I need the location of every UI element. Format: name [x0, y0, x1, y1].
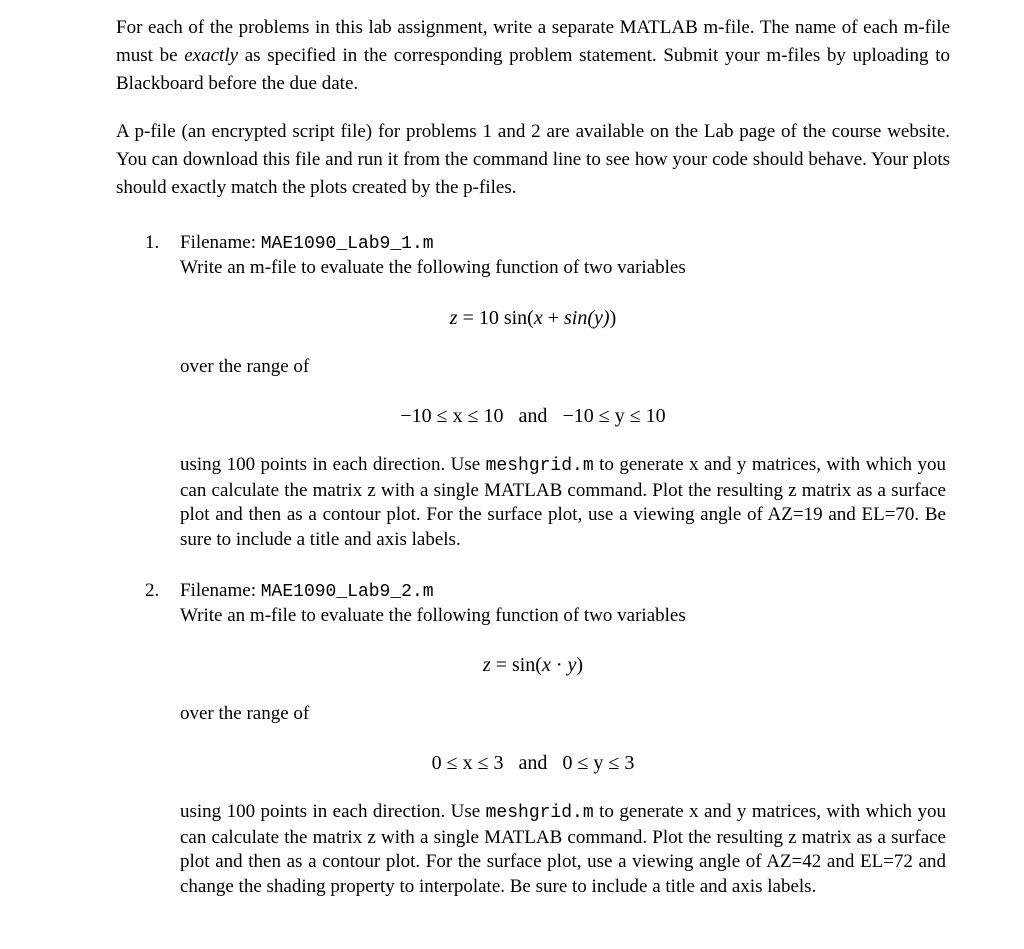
problem-2-equation: z = sin(x · y) — [482, 654, 584, 676]
problem-2-instructions: using 100 points in each direction. Use meshgrid.m to generate x and y matrices, with which you can calculate the matrix z with a single MATLAB command. Plot the resulting z matrix as a surface plot and then as a contour plot. For the surface plot, use a viewing angle of AZ=42 and EL=72 and change the shading property to interpolate. Be sure to include a title and axis labels. — [180, 801, 946, 897]
problem-1-range-label: over the range of — [180, 356, 310, 377]
intro-paragraph-1 — [116, 14, 950, 98]
problem-2-filename: MAE1090_Lab9_2.m — [260, 582, 434, 602]
problem-1-filename: MAE1090_Lab9_1.m — [260, 234, 434, 254]
intro-text-part1: For each of the problems in this lab assignment, write a separate MATLAB m-file. The name of each m-file must be — [116, 17, 950, 66]
intro-emphasis: exactly — [184, 45, 239, 66]
filename-label: Filename: — [180, 232, 261, 253]
problem-2-range-label: over the range of — [180, 703, 310, 724]
problem-1-number: 1. — [145, 232, 160, 253]
problem-2-task: Write an m-file to evaluate the following function of two variables — [180, 605, 686, 626]
meshgrid-code: meshgrid.m — [485, 803, 594, 823]
problem-1-task: Write an m-file to evaluate the following function of two variables — [180, 257, 686, 278]
problem-2-filename-line — [180, 578, 434, 605]
intro-text-part2: as specified in the corresponding problem statement. Submit your m-files by uploading to Blackboard before the due date. — [116, 45, 950, 94]
intro-paragraph-2: A p-file (an encrypted script file) for problems 1 and 2 are available on the Lab page of the course website. You can download this file and run it from the command line to see how your code should behave. Your plots should exactly match the plots created by the p-files. — [116, 121, 950, 198]
problem-1-instructions: using 100 points in each direction. Use meshgrid.m to generate x and y matrices, with which you can calculate the matrix z with a single MATLAB command. Plot the resulting z matrix as a surface plot and then as a contour plot. For the surface plot, use a viewing angle of AZ=19 and EL=70. Be sure to include a title and axis labels. — [180, 454, 946, 550]
filename-label: Filename: — [180, 580, 261, 601]
problem-1-equation: z = 10 sin(x + sin(y)) — [449, 307, 617, 329]
problem-2-number: 2. — [145, 580, 160, 601]
meshgrid-code: meshgrid.m — [485, 456, 594, 476]
problem-1-filename-line — [180, 230, 434, 257]
problem-1-range: −10 ≤ x ≤ 10 and −10 ≤ y ≤ 10 — [400, 405, 666, 427]
problem-2-range: 0 ≤ x ≤ 3 and 0 ≤ y ≤ 3 — [431, 752, 635, 774]
